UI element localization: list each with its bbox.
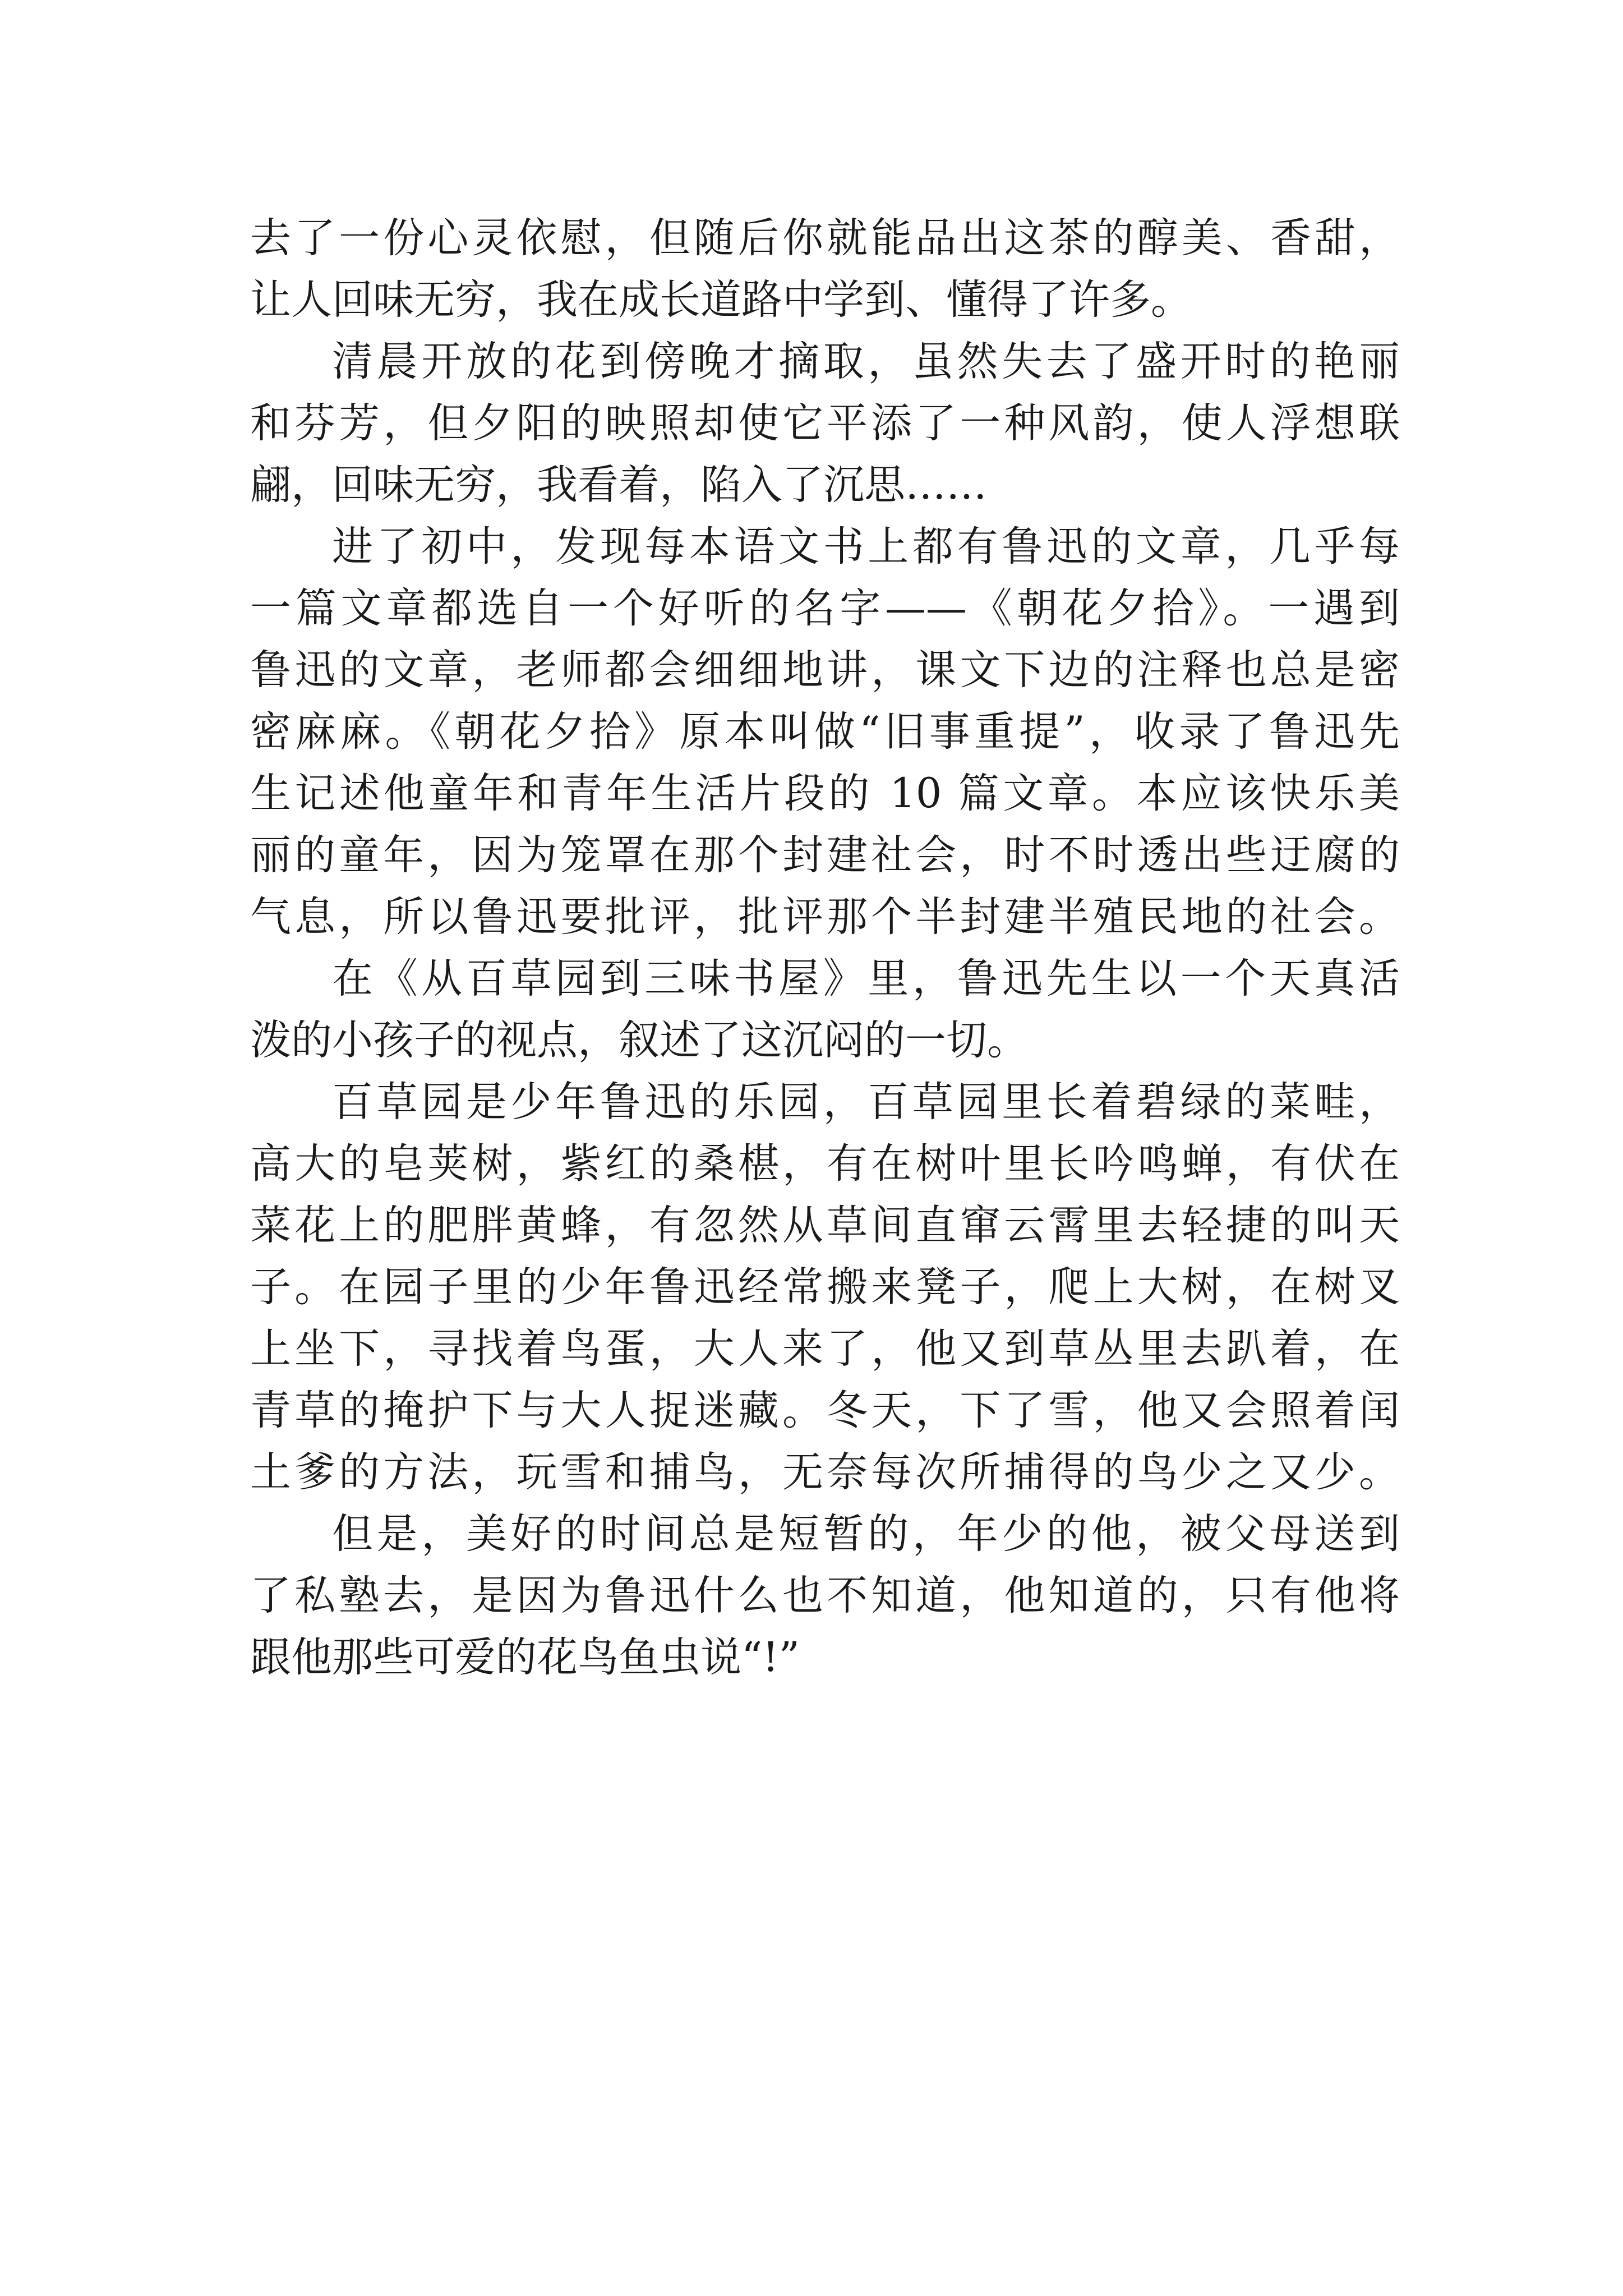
text-line: 密麻麻。《朝花夕拾》原本叫做“旧事重提”，收录了鲁迅先	[250, 708, 1400, 756]
text-line: 了私塾去，是因为鲁迅什么也不知道，他知道的，只有他将	[250, 1572, 1400, 1619]
text-line: 和芬芳，但夕阳的映照却使它平添了一种风韵，使人浮想联	[250, 399, 1400, 447]
text-line: 鲁迅的文章，老师都会细细地讲，课文下边的注释也总是密	[250, 646, 1400, 694]
text-line: 在《从百草园到三味书屋》里，鲁迅先生以一个天真活	[332, 955, 1400, 1002]
text-line: 去了一份心灵依慰，但随后你就能品出这茶的醇美、香甜，	[250, 214, 1400, 262]
text-line: 进了初中，发现每本语文书上都有鲁迅的文章，几乎每	[332, 523, 1400, 570]
text-line: 高大的皂荚树，紫红的桑椹，有在树叶里长吟鸣蝉，有伏在	[250, 1140, 1400, 1188]
text-line: 翩，回味无穷，我看着，陷入了沉思……	[250, 461, 987, 509]
text-line: 泼的小孩子的视点，叙述了这沉闷的一切。	[250, 1016, 1028, 1064]
text-line: 气息，所以鲁迅要批评，批评那个半封建半殖民地的社会。	[250, 893, 1400, 941]
text-line: 生记述他童年和青年生活片段的 10 篇文章。本应该快乐美	[250, 770, 1400, 817]
text-line: 清晨开放的花到傍晚才摘取，虽然失去了盛开时的艳丽	[332, 338, 1400, 385]
text-line: 百草园是少年鲁迅的乐园，百草园里长着碧绿的菜畦，	[332, 1078, 1400, 1126]
text-line: 青草的掩护下与大人捉迷藏。冬天，下了雪，他又会照着闰	[250, 1387, 1400, 1434]
text-line: 一篇文章都选自一个好听的名字——《朝花夕拾》。一遇到	[250, 585, 1400, 632]
text-line: 丽的童年，因为笼罩在那个封建社会，时不时透出些迂腐的	[250, 831, 1400, 879]
text-line: 上坐下，寻找着鸟蛋，大人来了，他又到草丛里去趴着，在	[250, 1325, 1400, 1373]
text-line: 跟他那些可爱的花鸟鱼虫说“!”	[250, 1634, 800, 1681]
text-line: 但是，美好的时间总是短暂的，年少的他，被父母送到	[332, 1510, 1400, 1558]
text-line: 菜花上的肥胖黄蜂，有忽然从草间直窜云霄里去轻捷的叫天	[250, 1202, 1400, 1249]
text-line: 子。在园子里的少年鲁迅经常搬来凳子，爬上大树，在树叉	[250, 1263, 1400, 1311]
text-line: 土爹的方法，玩雪和捕鸟，无奈每次所捕得的鸟少之又少。	[250, 1448, 1400, 1496]
text-line: 让人回味无穷，我在成长道路中学到、懂得了许多。	[250, 276, 1192, 324]
